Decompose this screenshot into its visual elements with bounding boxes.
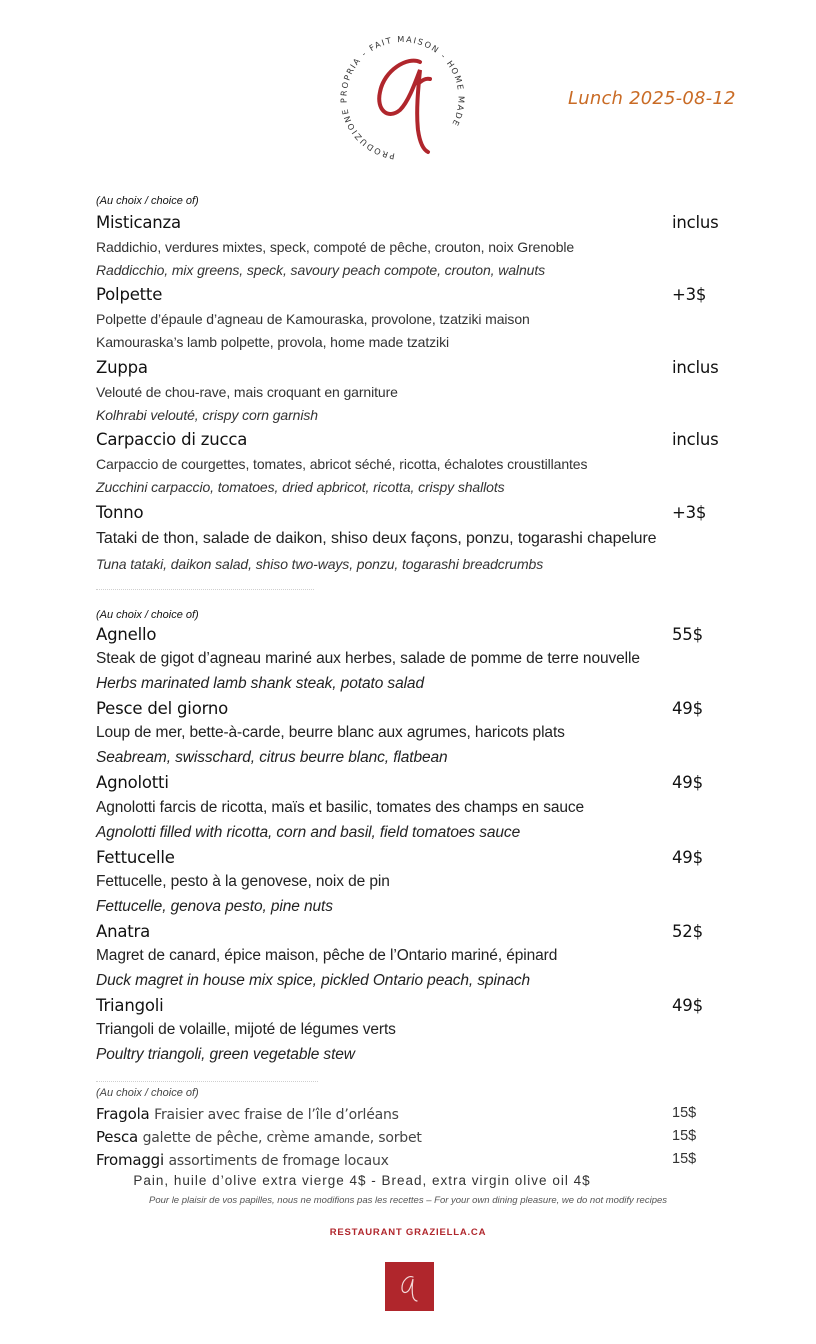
main-name: Agnello xyxy=(96,625,157,644)
mains-choice-label: (Au choix / choice of) xyxy=(96,609,199,621)
recipe-disclaimer: Pour le plaisir de vos papilles, nous ne modifions pas les recettes – For your own dining pleasure, we do not modify recipes xyxy=(148,1195,668,1206)
starter-name: Polpette xyxy=(96,285,163,304)
main-desc-en: Seabream, swisschard, citrus beurre blanc, flatbean xyxy=(96,749,448,766)
main-desc-en: Duck magret in house mix spice, pickled Ontario peach, spinach xyxy=(96,972,531,989)
dessert-name: Pesca xyxy=(96,1128,138,1146)
section-divider xyxy=(96,589,314,590)
main-price: 49$ xyxy=(672,773,703,792)
main-desc-en: Poultry triangoli, green vegetable stew xyxy=(96,1046,355,1063)
main-desc-en: Fettucelle, genova pesto, pine nuts xyxy=(96,898,333,915)
main-desc-en: Agnolotti filled with ricotta, corn and basil, field tomatoes sauce xyxy=(96,824,521,841)
dessert-row xyxy=(96,1105,399,1123)
dessert-price: 15$ xyxy=(672,1105,697,1121)
main-price: 49$ xyxy=(672,848,703,867)
main-name: Agnolotti xyxy=(96,773,169,792)
starter-price: +3$ xyxy=(672,503,707,522)
restaurant-logo xyxy=(334,30,474,160)
starter-name: Misticanza xyxy=(96,213,181,232)
menu-date-title: Lunch 2025-08-12 xyxy=(568,88,736,109)
dessert-desc: Fraisier avec fraise de l’île d’orléans xyxy=(154,1107,399,1123)
main-desc-fr: Steak de gigot d’agneau mariné aux herbes, salade de pomme de terre nouvelle xyxy=(96,650,640,667)
starter-desc-en: Raddicchio, mix greens, speck, savoury peach compote, crouton, walnuts xyxy=(96,262,546,278)
main-price: 52$ xyxy=(672,922,703,941)
main-price: 55$ xyxy=(672,625,703,644)
starter-desc-en: Kamouraska’s lamb polpette, provola, home made tzatziki xyxy=(96,334,449,350)
main-name: Anatra xyxy=(96,922,151,941)
starter-price: inclus xyxy=(672,358,719,377)
dessert-desc: galette de pêche, crème amande, sorbet xyxy=(142,1130,422,1146)
starter-desc-fr: Carpaccio de courgettes, tomates, abricot séché, ricotta, échalotes croustillantes xyxy=(96,456,588,472)
starter-desc-en: Kolhrabi velouté, crispy corn garnish xyxy=(96,407,318,423)
starter-desc-fr: Velouté de chou-rave, mais croquant en garniture xyxy=(96,384,398,400)
main-desc-fr: Triangoli de volaille, mijoté de légumes verts xyxy=(96,1021,396,1038)
desserts-choice-label: (Au choix / choice of) xyxy=(96,1087,199,1099)
svg-text:PRODUZIONE PROPRIA - FAIT MAIS: PRODUZIONE PROPRIA - FAIT MAISON - HOME MADE xyxy=(338,33,467,160)
main-name: Pesce del giorno xyxy=(96,699,229,718)
main-price: 49$ xyxy=(672,699,703,718)
main-desc-fr: Fettucelle, pesto à la genovese, noix de pin xyxy=(96,873,390,890)
starter-desc-fr: Tataki de thon, salade de daikon, shiso deux façons, ponzu, togarashi chapelure xyxy=(96,530,657,547)
dessert-price: 15$ xyxy=(672,1151,697,1167)
starter-price: +3$ xyxy=(672,285,707,304)
starter-name: Zuppa xyxy=(96,358,148,377)
main-price: 49$ xyxy=(672,996,703,1015)
main-desc-en: Herbs marinated lamb shank steak, potato salad xyxy=(96,675,424,692)
starter-desc-en: Zucchini carpaccio, tomatoes, dried apbricot, ricotta, crispy shallots xyxy=(96,479,505,495)
starter-desc-fr: Raddichio, verdures mixtes, speck, compoté de pêche, crouton, noix Grenoble xyxy=(96,239,575,255)
section-divider xyxy=(96,1081,318,1082)
graziella-logo-icon xyxy=(334,30,474,160)
main-name: Fettucelle xyxy=(96,848,175,867)
dessert-row xyxy=(96,1151,389,1169)
dessert-row xyxy=(96,1128,422,1146)
dessert-name: Fragola xyxy=(96,1105,150,1123)
dessert-name: Fromaggi xyxy=(96,1151,164,1169)
dessert-price: 15$ xyxy=(672,1128,697,1144)
bread-note: Pain, huile d’olive extra vierge 4$ - Bread, extra virgin olive oil 4$ xyxy=(133,1173,591,1188)
starter-name: Tonno xyxy=(96,503,144,522)
starter-desc-fr: Polpette d’épaule d’agneau de Kamouraska, provolone, tzatziki maison xyxy=(96,311,530,327)
starter-price: inclus xyxy=(672,430,719,449)
main-desc-fr: Loup de mer, bette-à-carde, beurre blanc aux agrumes, haricots plats xyxy=(96,724,565,741)
g-monogram-icon xyxy=(385,1262,434,1311)
main-name: Triangoli xyxy=(96,996,164,1015)
graziella-badge xyxy=(385,1262,434,1311)
starters-choice-label: (Au choix / choice of) xyxy=(96,195,199,207)
starter-price: inclus xyxy=(672,213,719,232)
main-desc-fr: Magret de canard, épice maison, pêche de l’Ontario mariné, épinard xyxy=(96,947,558,964)
dessert-desc: assortiments de fromage locaux xyxy=(168,1153,389,1169)
starter-name: Carpaccio di zucca xyxy=(96,430,248,449)
main-desc-fr: Agnolotti farcis de ricotta, maïs et basilic, tomates des champs en sauce xyxy=(96,799,585,816)
starter-desc-en: Tuna tataki, daikon salad, shiso two-ways, ponzu, togarashi breadcrumbs xyxy=(96,556,544,572)
website-link[interactable]: RESTAURANT GRAZIELLA.CA xyxy=(329,1227,487,1238)
